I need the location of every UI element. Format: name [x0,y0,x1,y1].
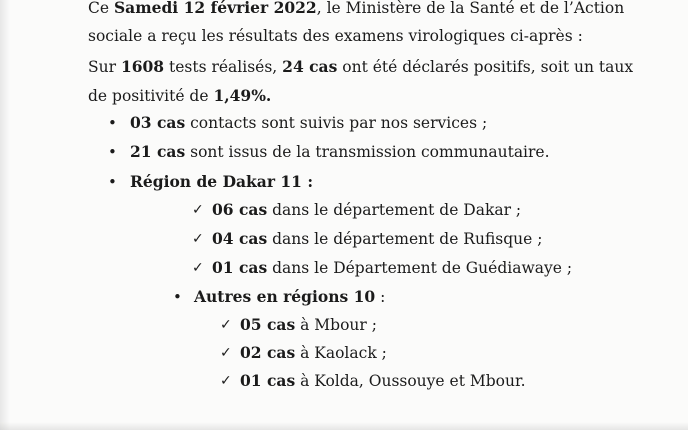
checkmark-icon: ✓ [220,373,232,389]
region-item-kaolack: 02 cas à Kaolack ; [240,343,387,362]
page-edge-shadow [0,0,10,430]
positive-cases: 24 cas [282,57,338,76]
dakar-item-guediawaye: 01 cas dans le Département de Guédiawaye ; [212,258,573,277]
positivity-rate: 1,49%. [213,86,272,105]
checkmark-icon: ✓ [192,231,204,247]
tests-count: 1608 [120,57,165,76]
bullet-icon: • [173,288,182,306]
bullet-contacts: 03 cas contacts sont suivis par nos services ; [130,113,488,132]
bullet-icon: • [108,143,117,161]
bullet-icon: • [108,173,117,191]
dakar-item-dakar: 06 cas dans le département de Dakar ; [212,200,522,219]
checkmark-icon: ✓ [192,202,204,218]
dakar-item-rufisque: 04 cas dans le département de Rufisque ; [212,229,543,248]
checkmark-icon: ✓ [192,260,204,276]
intro-line-1: Ce Samedi 12 février 2022, le Ministère de la Santé et de l’Action [88,0,625,17]
other-regions-heading: Autres en régions 10 : [194,287,386,306]
report-date: Samedi 12 février 2022 [113,0,317,17]
bullet-icon: • [108,114,117,132]
intro-line-4: de positivité de 1,49%. [88,86,272,105]
checkmark-icon: ✓ [220,317,232,333]
intro-line-3: Sur 1608 tests réalisés, 24 cas ont été déclarés positifs, soit un taux [88,57,634,76]
intro-line-2: sociale a reçu les résultats des examens virologiques ci-après : [88,27,583,45]
region-item-kolda: 01 cas à Kolda, Oussouye et Mbour. [240,371,526,390]
page-bottom-fade [0,422,688,430]
bullet-community: 21 cas sont issus de la transmission communautaire. [130,142,550,161]
checkmark-icon: ✓ [220,345,232,361]
region-item-mbour: 05 cas à Mbour ; [240,315,377,334]
dakar-region-heading: Région de Dakar 11 : [130,172,314,191]
